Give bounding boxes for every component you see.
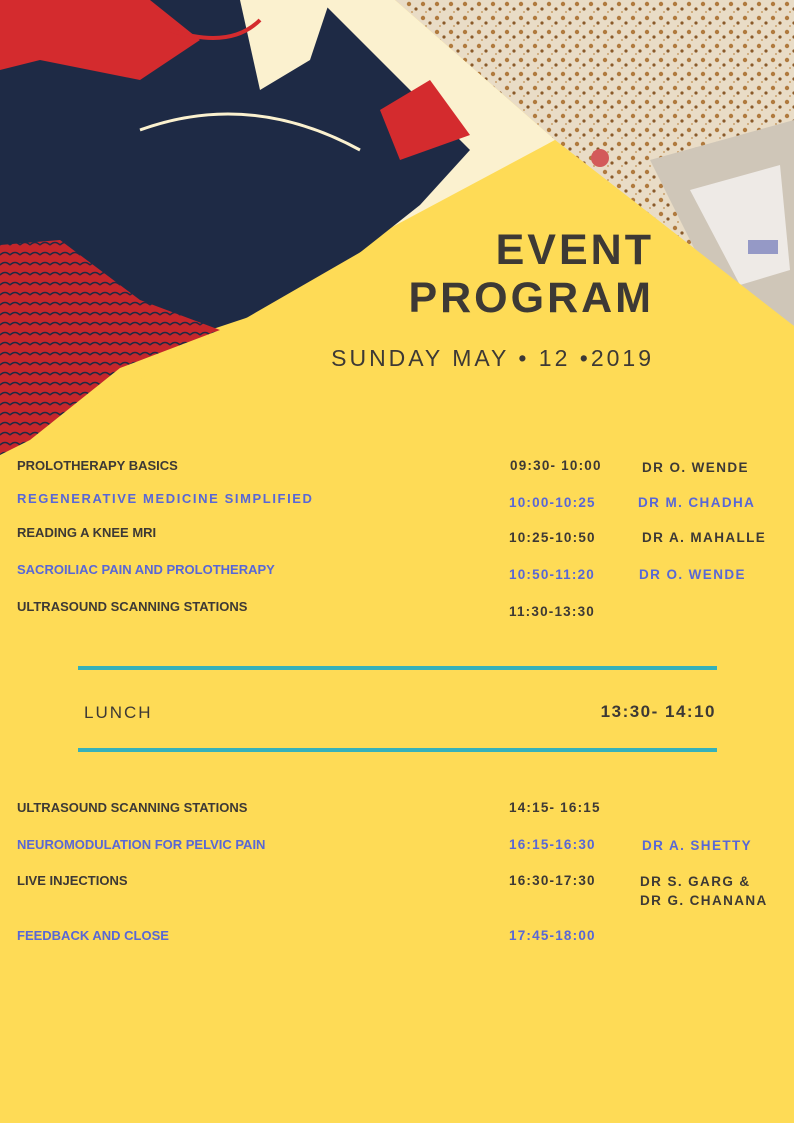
- schedule-row: [0, 837, 794, 859]
- session-speaker: DR M. CHADHA: [638, 495, 756, 510]
- session-topic: FEEDBACK AND CLOSE: [17, 928, 169, 943]
- schedule-row: [0, 491, 794, 513]
- hero-photo-collage: [0, 0, 794, 460]
- schedule-row: [0, 562, 794, 584]
- title-line-event: EVENT: [495, 226, 654, 274]
- title-line-program: PROGRAM: [408, 274, 654, 322]
- event-date: SUNDAY MAY • 12 •2019: [331, 345, 654, 371]
- session-speaker: DR A. MAHALLE: [642, 530, 767, 545]
- speaker-line: DR G. CHANANA: [640, 893, 768, 908]
- session-time: 17:45-18:00: [509, 928, 596, 943]
- divider-bottom: [78, 748, 717, 752]
- session-time: 10:50-11:20: [509, 567, 596, 582]
- session-time: 16:30-17:30: [509, 873, 596, 888]
- lunch-label: LUNCH: [84, 703, 153, 722]
- schedule-row: [0, 873, 794, 908]
- session-speaker: DR O. WENDE: [642, 460, 749, 475]
- schedule-row: [0, 928, 794, 950]
- session-time: 11:30-13:30: [509, 604, 596, 619]
- session-topic: ULTRASOUND SCANNING STATIONS: [17, 599, 248, 614]
- session-time: 14:15- 16:15: [509, 800, 601, 815]
- speaker-line: DR S. GARG &: [640, 874, 751, 889]
- divider-top: [78, 666, 717, 670]
- session-time: 09:30- 10:00: [510, 458, 602, 473]
- session-speaker: [640, 872, 768, 910]
- session-topic: NEUROMODULATION FOR PELVIC PAIN: [17, 837, 266, 852]
- session-topic: LIVE INJECTIONS: [17, 873, 128, 888]
- session-topic: PROLOTHERAPY BASICS: [17, 458, 178, 473]
- schedule-row: [0, 458, 794, 480]
- lunch-time: 13:30- 14:10: [600, 702, 716, 721]
- session-time: 10:00-10:25: [509, 495, 596, 510]
- page-title: [408, 226, 654, 322]
- session-topic: REGENERATIVE MEDICINE SIMPLIFIED: [17, 491, 314, 506]
- schedule-row: [0, 599, 794, 621]
- session-time: 10:25-10:50: [509, 530, 596, 545]
- session-topic: ULTRASOUND SCANNING STATIONS: [17, 800, 248, 815]
- session-topic: SACROILIAC PAIN AND PROLOTHERAPY: [17, 562, 275, 577]
- session-speaker: DR O. WENDE: [639, 567, 746, 582]
- session-time: 16:15-16:30: [509, 837, 596, 852]
- session-speaker: DR A. SHETTY: [642, 838, 753, 853]
- schedule-row: [0, 525, 794, 547]
- schedule-row: [0, 800, 794, 822]
- session-topic: READING A KNEE MRI: [17, 525, 157, 540]
